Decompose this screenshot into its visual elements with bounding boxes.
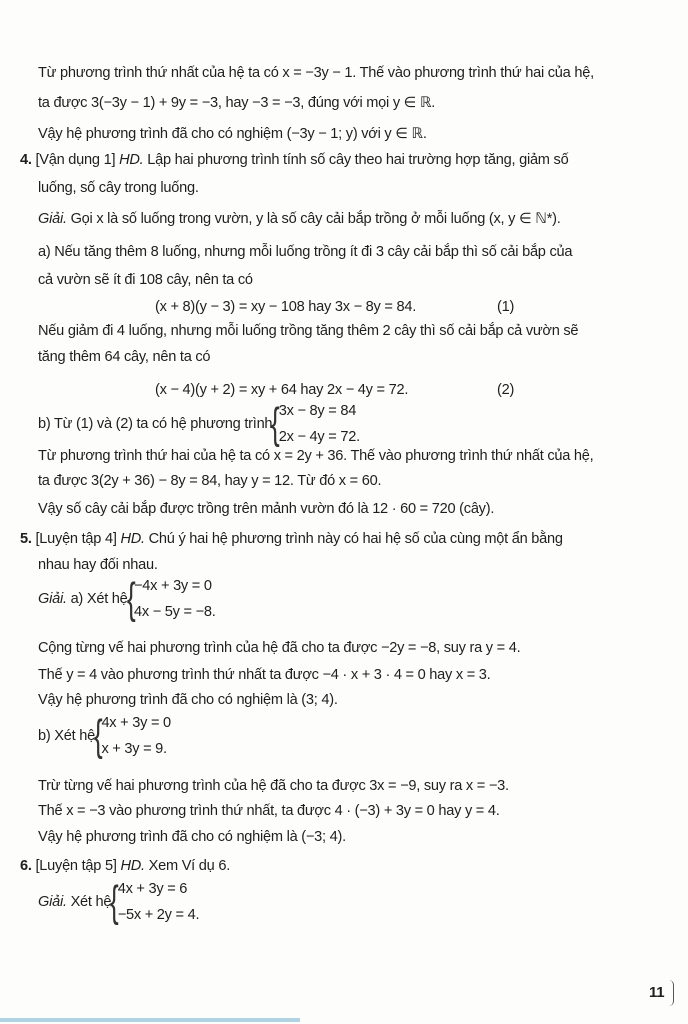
equation-system bbox=[38, 574, 216, 623]
brace-icon: { bbox=[110, 877, 119, 926]
equation-1: (x + 8)(y − 3) = xy − 108 hay 3x − 8y = 84. bbox=[155, 299, 417, 315]
page-number: 11 bbox=[649, 984, 665, 1001]
system-label bbox=[38, 591, 128, 607]
system-equation: 3x − 8y = 84 bbox=[278, 403, 357, 419]
exercise-tag: [Luyện tập 5] bbox=[35, 858, 121, 874]
hint-label: HD. bbox=[120, 858, 145, 874]
text-line: Vậy hệ phương trình đã cho có nghiệm là (3; 4). bbox=[38, 692, 338, 708]
hint-label: HD. bbox=[119, 152, 144, 168]
system-label bbox=[38, 894, 111, 910]
exercise-text: Chú ý hai hệ phương trình này có hai hệ số của cùng một ẩn bằng bbox=[144, 531, 563, 547]
exercise-number: 5. bbox=[20, 531, 32, 547]
text-line: Thế y = 4 vào phương trình thứ nhất ta được −4 · x + 3 · 4 = 0 hay x = 3. bbox=[38, 667, 491, 683]
system-equation: 4x − 5y = −8. bbox=[134, 604, 216, 620]
brace-icon: { bbox=[93, 711, 103, 760]
text-line: Vậy hệ phương trình đã cho có nghiệm (−3y − 1; y) với y ∈ ℝ. bbox=[38, 126, 427, 142]
text-line: a) Nếu tăng thêm 8 luống, nhưng mỗi luống trồng ít đi 3 cây cải bắp thì số cải bắp của bbox=[38, 244, 573, 260]
equation-system bbox=[38, 711, 171, 760]
text-line: cả vườn sẽ ít đi 108 cây, nên ta có bbox=[38, 272, 253, 288]
bottom-edge-strip bbox=[0, 1018, 300, 1022]
text-line: Vậy hệ phương trình đã cho có nghiệm là (−3; 4). bbox=[38, 829, 346, 845]
solution-label: Giải. bbox=[38, 894, 67, 910]
exercise-tag: [Luyện tập 4] bbox=[35, 531, 121, 547]
hint-label: HD. bbox=[120, 531, 145, 547]
text-line: Từ phương trình thứ hai của hệ ta có x = 2y + 36. Thế vào phương trình thứ nhất của hệ, bbox=[38, 448, 594, 464]
system-label-text: Xét hệ bbox=[66, 894, 112, 910]
text-line: Trừ từng vế hai phương trình của hệ đã cho ta được 3x = −9, suy ra x = −3. bbox=[38, 778, 509, 794]
equation-system bbox=[38, 399, 360, 448]
exercise-number: 4. bbox=[20, 152, 32, 168]
equation-tag: (2) bbox=[497, 382, 515, 398]
system-equation: −4x + 3y = 0 bbox=[134, 578, 212, 594]
system-equation: −5x + 2y = 4. bbox=[117, 907, 200, 923]
exercise-number: 6. bbox=[20, 858, 32, 874]
system-label: b) Từ (1) và (2) ta có hệ phương trình bbox=[38, 416, 273, 432]
exercise-4-heading bbox=[20, 151, 568, 169]
system-equation: 4x + 3y = 6 bbox=[117, 881, 188, 897]
exercise-5-heading bbox=[20, 530, 563, 548]
solution-label: Giải. bbox=[38, 211, 67, 227]
exercise-tag: [Vận dụng 1] bbox=[35, 152, 120, 168]
system-label-text: a) Xét hệ bbox=[66, 591, 128, 607]
text-line: ta được 3(−3y − 1) + 9y = −3, hay −3 = −3, đúng với mọi y ∈ ℝ. bbox=[38, 95, 436, 111]
exercise-6-heading bbox=[20, 857, 230, 875]
brace-icon: { bbox=[271, 399, 280, 448]
solution-label: Giải. bbox=[38, 591, 67, 607]
text-line: Thế x = −3 vào phương trình thứ nhất, ta được 4 · (−3) + 3y = 0 hay y = 4. bbox=[38, 803, 500, 819]
text-line: nhau hay đối nhau. bbox=[38, 557, 158, 573]
page-number-bracket bbox=[669, 980, 674, 1006]
system-equation: 2x − 4y = 72. bbox=[278, 429, 360, 445]
equation-tag: (1) bbox=[497, 299, 515, 315]
exercise-text: Xem Ví dụ 6. bbox=[144, 858, 230, 874]
text-line: Vậy số cây cải bắp được trồng trên mảnh vườn đó là 12 · 60 = 720 (cây). bbox=[38, 501, 495, 517]
text-line: Cộng từng vế hai phương trình của hệ đã cho ta được −2y = −8, suy ra y = 4. bbox=[38, 640, 521, 656]
exercise-text: Lập hai phương trình tính số cây theo hai trường hợp tăng, giảm số bbox=[143, 152, 569, 168]
solution-text: Gọi x là số luống trong vườn, y là số cây cải bắp trồng ở mỗi luống (x, y ∈ ℕ*). bbox=[66, 211, 561, 227]
text-line: Từ phương trình thứ nhất của hệ ta có x = −3y − 1. Thế vào phương trình thứ hai của hệ, bbox=[38, 65, 594, 81]
system-label: b) Xét hệ bbox=[38, 728, 95, 744]
text-line: tăng thêm 64 cây, nên ta có bbox=[38, 349, 211, 365]
text-line: luống, số cây trong luống. bbox=[38, 180, 199, 196]
brace-icon: { bbox=[126, 574, 136, 623]
solution-line bbox=[38, 210, 561, 228]
system-equation: 4x + 3y = 0 bbox=[101, 715, 171, 731]
equation-system bbox=[38, 877, 200, 926]
text-line: Nếu giảm đi 4 luống, nhưng mỗi luống trồng tăng thêm 2 cây thì số cải bắp cả vườn sẽ bbox=[38, 323, 579, 339]
system-equation: x + 3y = 9. bbox=[101, 741, 167, 757]
text-line: ta được 3(2y + 36) − 8y = 84, hay y = 12. Từ đó x = 60. bbox=[38, 473, 382, 489]
equation-2: (x − 4)(y + 2) = xy + 64 hay 2x − 4y = 72. bbox=[155, 382, 409, 398]
